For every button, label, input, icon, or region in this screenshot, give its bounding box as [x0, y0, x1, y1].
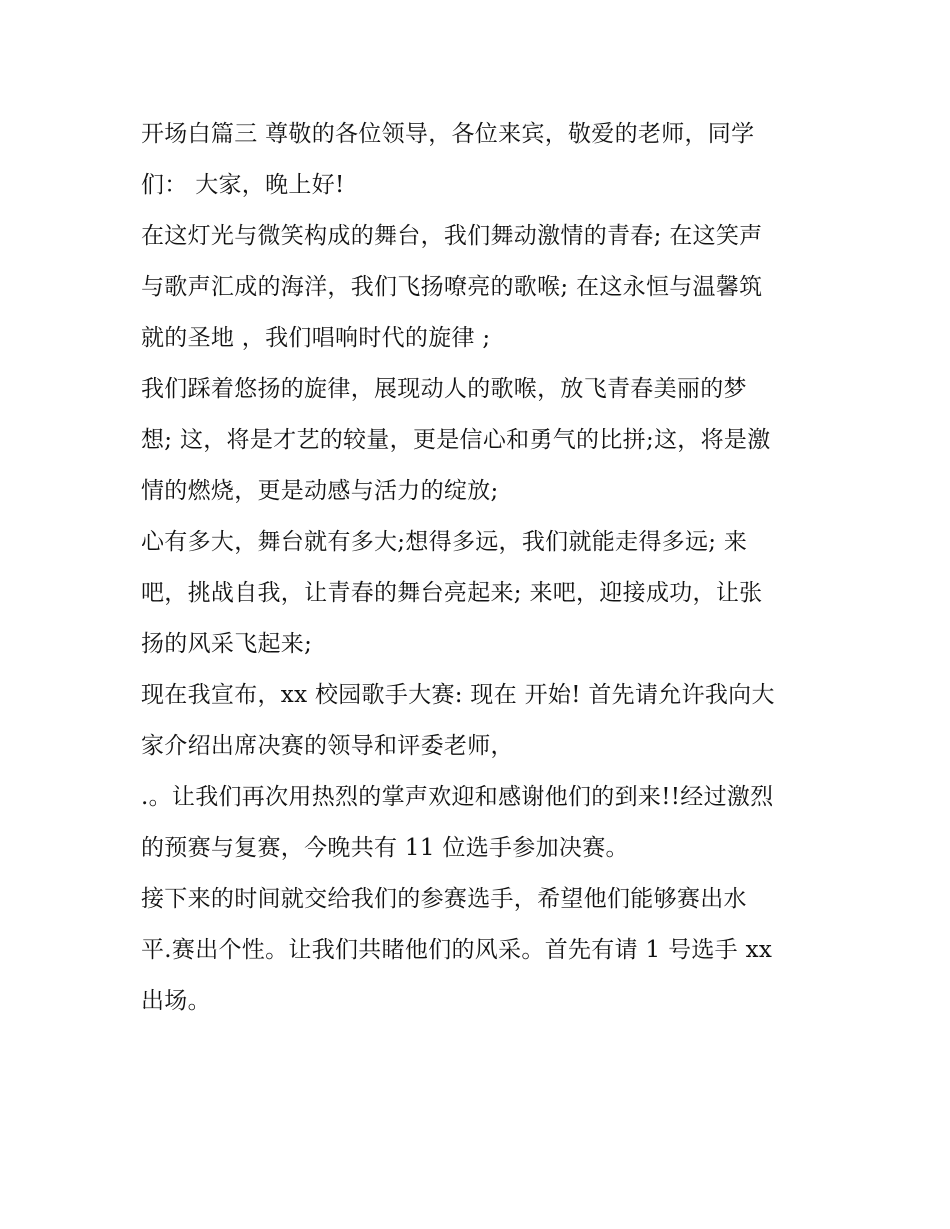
text-line: 与歌声汇成的海洋，我们飞扬嘹亮的歌喉; 在这永恒与温馨筑: [141, 274, 763, 300]
text-line: 现在我宣布，xx 校园歌手大赛: 现在 开始! 首先请允许我向大: [141, 682, 775, 708]
text-line: 出场。: [141, 988, 211, 1014]
text-line: 在这灯光与微笑构成的舞台，我们舞动激情的青春; 在这笑声: [141, 223, 763, 249]
text-line: 平.赛出个性。让我们共睹他们的风采。首先有请 1 号选手 xx: [141, 937, 773, 963]
text-line: 家介绍出席决赛的领导和评委老师，: [141, 733, 514, 759]
text-line: 接下来的时间就交给我们的参赛选手，希望他们能够赛出水: [141, 886, 747, 912]
text-line: 情的燃烧，更是动感与活力的绽放;: [141, 478, 499, 504]
text-line: 我们踩着悠扬的旋律，展现动人的歌喉，放飞青春美丽的梦: [141, 376, 747, 402]
text-line: 就的圣地 ，我们唱响时代的旋律 ;: [141, 325, 491, 351]
text-line: 吧，挑战自我，让青春的舞台亮起来; 来吧，迎接成功，让张: [141, 580, 763, 606]
text-line: 的预赛与复赛，今晚共有 11 位选手参加决赛。: [141, 835, 629, 861]
text-line: 想; 这，将是才艺的较量，更是信心和勇气的比拼;这，将是激: [141, 427, 771, 453]
text-line: 们： 大家，晚上好!: [141, 172, 345, 198]
text-line: 扬的风采飞起来;: [141, 631, 313, 657]
text-line: 开场白篇三 尊敬的各位领导，各位来宾，敬爱的老师，同学: [141, 121, 755, 147]
text-line: 心有多大，舞台就有多大;想得多远，我们就能走得多远; 来: [141, 529, 748, 555]
text-line: .。让我们再次用热烈的掌声欢迎和感谢他们的到来!!经过激烈: [141, 784, 774, 810]
document-body: [141, 109, 811, 1027]
